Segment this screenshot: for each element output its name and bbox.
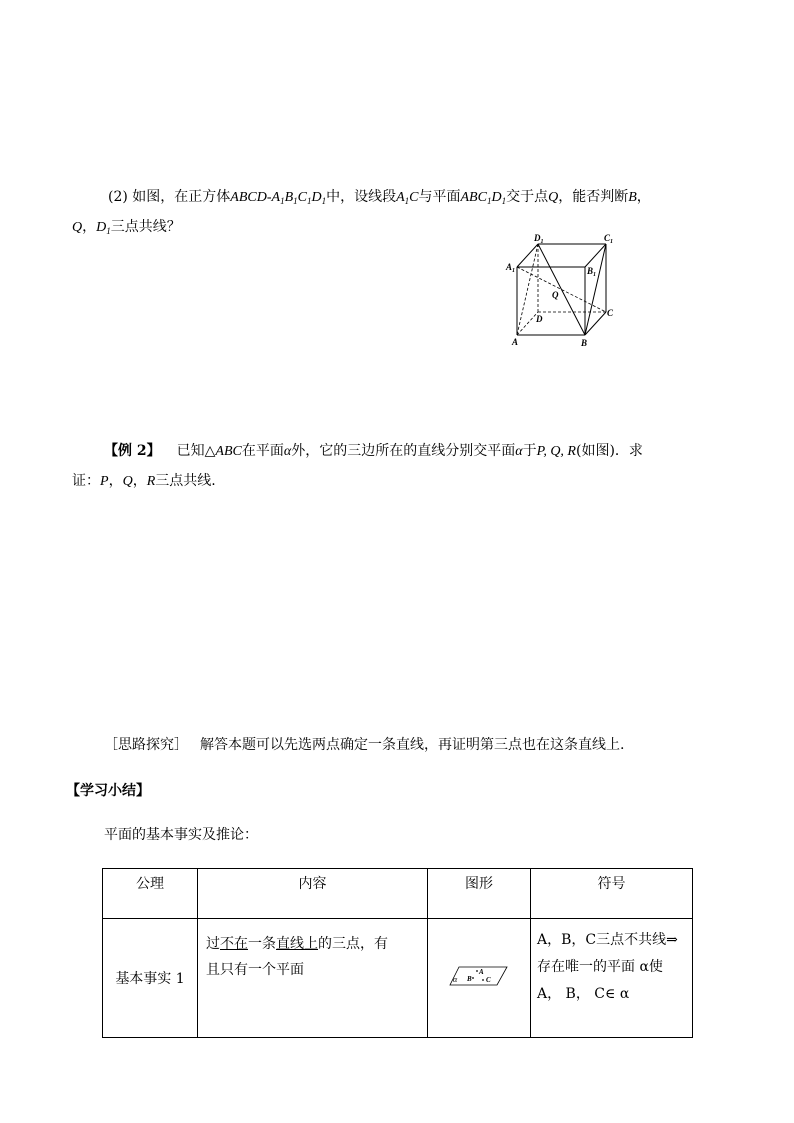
- svg-text:B1: $B_1$: [587, 266, 597, 278]
- example-tag: 【例 2】: [104, 443, 161, 459]
- example-2-line-1: 【例 2】 已知△ABC在平面α外，它的三边所在的直线分别交平面α于P, Q, R(如图)．求: [104, 443, 643, 459]
- problem-2-line-1: (2) 如图，在正方体ABCD-$A_1B_1C_1D_1$中，设线段$A_1C$与平面$ABC_1D_1$交于点Q，能否判断B，: [108, 189, 651, 206]
- svg-text:α: α: [453, 975, 458, 984]
- axiom-symbol: A，B，C三点不共线⇒ 存在唯一的平面 α使 A， B， C∈ α: [531, 919, 693, 1038]
- axiom-figure: [428, 919, 531, 1038]
- svg-text:A1: $A_1$: [506, 262, 516, 274]
- cube-figure: [500, 230, 625, 355]
- hint: [104, 732, 624, 758]
- segment-a1c: $A_1C$: [396, 190, 419, 206]
- line-d1a-hidden: [517, 244, 538, 335]
- axiom-table: [102, 868, 693, 1038]
- hint-tag: ［思路探究］: [104, 737, 188, 753]
- plane-figure: [449, 964, 509, 988]
- svg-text:C1: $C_1$: [604, 233, 614, 245]
- axiom-content: 过不在一条直线上的三点，有 且只有一个平面: [198, 919, 428, 1038]
- hint-text: 解答本题可以先选两点确定一条直线，再证明第三点也在这条直线上.: [200, 737, 625, 753]
- edge-ad-hidden: [517, 312, 538, 335]
- header-content: 内容: [198, 869, 428, 919]
- line-d1b: [538, 244, 585, 335]
- svg-text:Q: Q: [552, 290, 559, 300]
- svg-text:B: B: [467, 975, 472, 983]
- cube-name: ABCD-$A_1B_1C_1D_1$: [230, 190, 327, 206]
- svg-text:B: B: [581, 338, 588, 348]
- summary-heading: 【学习小结】: [66, 783, 150, 799]
- svg-text:C: C: [486, 976, 491, 984]
- svg-text:A: A: [479, 968, 484, 976]
- summary-intro: 平面的基本事实及推论：: [104, 827, 258, 843]
- table-row: [103, 919, 693, 1038]
- header-symbol: 符号: [531, 869, 693, 919]
- svg-text:D1: $D_1$: [534, 233, 544, 245]
- svg-text:C: C: [607, 308, 614, 318]
- axiom-name: 基本事实 1: [103, 919, 198, 1038]
- problem-2-line-2: Q，$D_1$三点共线？: [72, 219, 181, 236]
- edge-a1d1: [517, 244, 538, 267]
- example-2-line-2: 证：P，Q，R三点共线.: [72, 473, 216, 489]
- problem-number: (2): [108, 189, 128, 205]
- line-c1b: [585, 244, 606, 335]
- svg-text:D: D: [536, 314, 543, 324]
- table-header-row: [103, 869, 693, 919]
- svg-text:A: A: [512, 337, 519, 347]
- plane-abc1d1: $ABC_1D_1$: [460, 190, 507, 206]
- header-axiom: 公理: [103, 869, 198, 919]
- header-figure: 图形: [428, 869, 531, 919]
